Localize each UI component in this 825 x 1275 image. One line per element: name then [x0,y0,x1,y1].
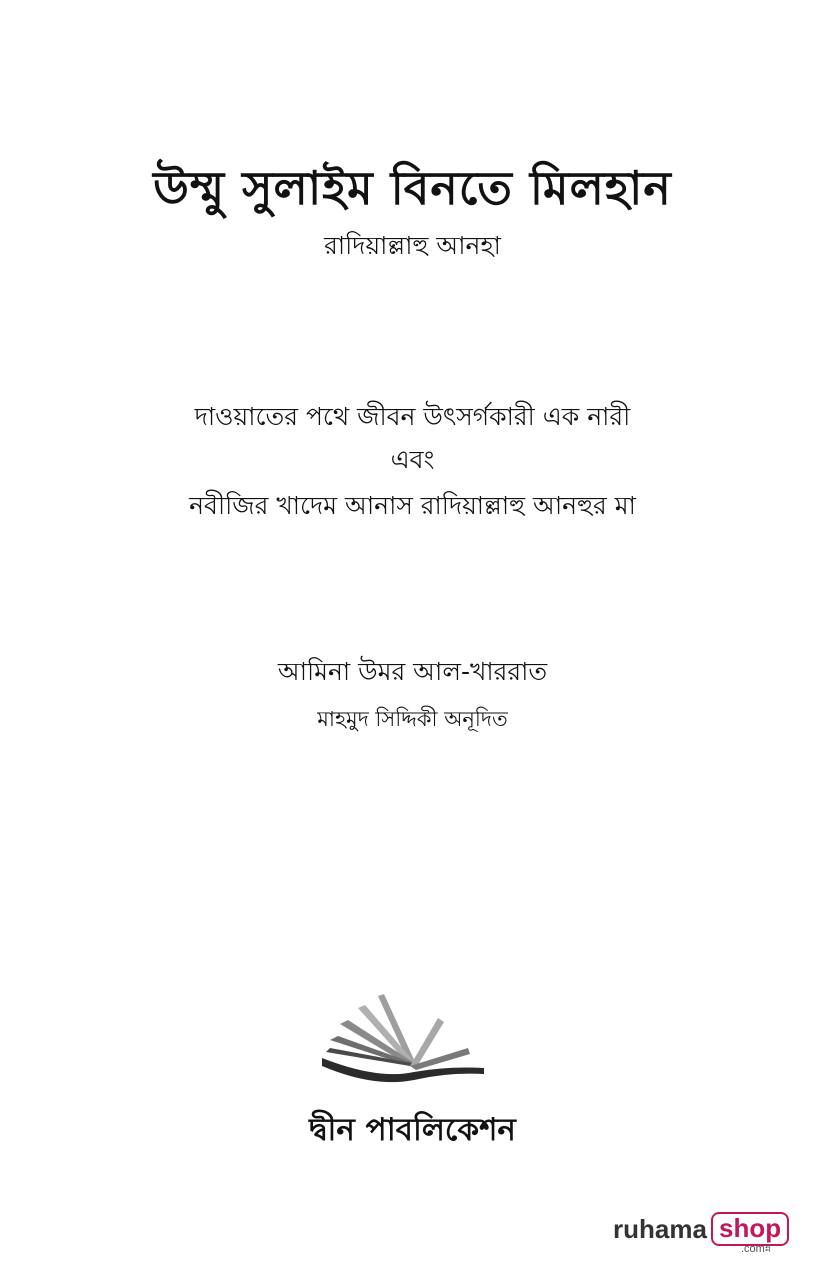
author-name: আমিনা উমর আল-খাররাত [277,657,548,686]
watermark-shop-badge: shop [711,1212,789,1246]
book-subtitle: রাদিয়াল্লাহু আনহা [324,231,501,260]
watermark-ruhama: ruhama [613,1214,707,1244]
tagline-line-2: এবং [390,445,435,474]
publisher-name: দ্বীন পাবলিকেশন [309,1112,516,1148]
tagline-line-1: দাওয়াতের পথে জীবন উৎসর্গকারী এক নারী [194,402,631,431]
open-book-icon [318,988,488,1088]
site-watermark [613,1210,783,1256]
translator-credit: মাহমুদ সিদ্দিকী অনূদিত [317,707,508,731]
watermark-domain: .comন্ন [741,1243,772,1255]
tagline-line-3: নবীজির খাদেম আনাস রাদিয়াল্লাহু আনহুর মা [189,491,636,520]
book-title: উম্মু সুলাইম বিনতে মিলহান [153,161,672,215]
